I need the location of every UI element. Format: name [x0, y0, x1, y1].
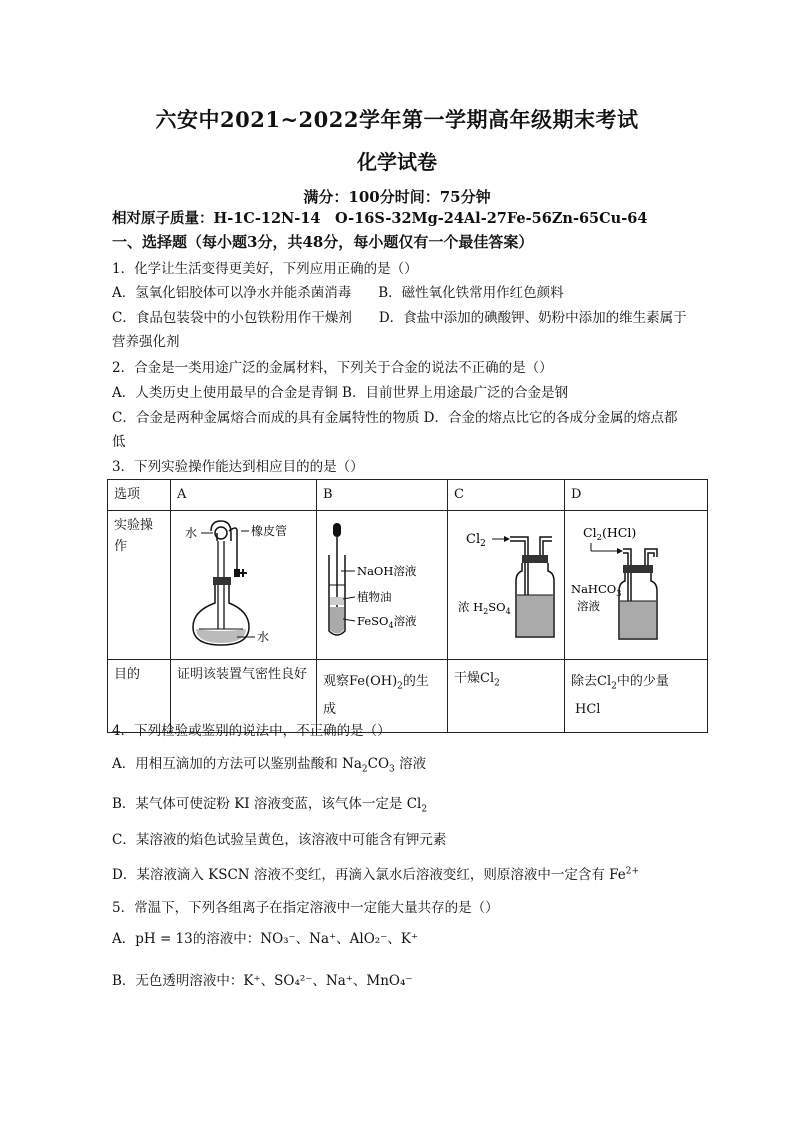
q2-options-ab: A．人类历史上使用最早的合金是青铜 B．目前世界上用途最广泛的合金是钢 — [112, 385, 568, 401]
q3-purpose-label: 目的 — [108, 660, 171, 733]
q3-purpose-a: 证明该装置气密性良好 — [171, 660, 317, 733]
q5-option-a: A．pH = 13的溶液中：NO₃⁻、Na⁺、AlO₂⁻、K⁺ — [112, 931, 419, 947]
label-feso4: FeSO$_4$溶液 — [357, 614, 417, 630]
figure-c-gas-bottle — [448, 511, 564, 651]
q4-option-a: A．用相互滴加的方法可以鉴别盐酸和 $Na_2CO_3$ 溶液 — [112, 756, 427, 775]
section-heading: 一、选择题（每小题3分，共48分，每小题仅有一个最佳答案） — [112, 233, 534, 251]
q5-option-b: B．无色透明溶液中：K⁺、SO₄²⁻、Na⁺、MnO₄⁻ — [112, 973, 413, 989]
q3-header-b: B — [317, 480, 448, 511]
label-water-top: 水 — [185, 526, 198, 540]
q4-option-b: B．某气体可使淀粉 KI 溶液变蓝，该气体一定是 $Cl_2$ — [112, 796, 428, 815]
atomic-masses: 相对原子质量：H-1C-12N-14 O-16S-32Mg-24Al-27Fe-56Zn-65Cu-64 — [112, 210, 648, 227]
q3-header-option: 选项 — [108, 480, 171, 511]
q1-options-ab: A．氢氧化铝胶体可以净水并能杀菌消毒 B．磁性氧化铁常用作红色颜料 — [112, 285, 564, 301]
q3-figure-a-cell — [171, 511, 317, 660]
q3-figure-c-cell — [448, 511, 565, 660]
figure-d-gas-bottle — [565, 511, 705, 651]
q1-stem: 1．化学让生活变得更美好，下列应用正确的是（） — [112, 261, 418, 277]
label-nahco3: NaHCO$_3$ — [571, 582, 622, 598]
label-h2so4: 浓 $H_2SO_4$ — [458, 600, 511, 616]
label-cl2-c: $Cl_2$ — [466, 532, 486, 549]
q3-header-row — [108, 480, 708, 511]
label-oil: 植物油 — [357, 590, 392, 604]
q4-option-c: C．某溶液的焰色试验呈黄色，该溶液中可能含有钾元素 — [112, 832, 447, 848]
q3-operation-label: 实验操作 — [108, 511, 171, 660]
q4-stem: 4．下列检验或鉴别的说法中，不正确的是（） — [112, 723, 391, 739]
q3-header-c: C — [448, 480, 565, 511]
q1-options-cd: C．食品包装袋中的小包铁粉用作干燥剂 D．食盐中添加的碘酸钾、奶粉中添加的维生素属于 — [112, 310, 687, 326]
q3-table — [107, 479, 708, 733]
score-time: 满分：100分时间：75分钟 — [303, 188, 491, 206]
q3-figure-d-cell — [565, 511, 708, 660]
q3-purpose-b: 观察$Fe(OH)_2$的生成 — [317, 660, 448, 733]
q2-stem: 2．合金是一类用途广泛的金属材料，下列关于合金的说法不正确的是（） — [112, 360, 553, 376]
q3-figure-b-cell — [317, 511, 448, 660]
figure-a-flask-apparatus — [171, 511, 309, 651]
q3-header-d: D — [565, 480, 708, 511]
q3-operation-row — [108, 511, 708, 660]
exam-title: 六安中2021~2022学年第一学期高年级期末考试 — [155, 107, 639, 132]
figure-b-test-tube — [317, 511, 447, 651]
q3-purpose-c: 干燥$Cl_2$ — [448, 660, 565, 733]
q3-stem: 3．下列实验操作能达到相应目的的是（） — [112, 459, 364, 475]
q2-options-cd-cont: 低 — [112, 434, 126, 450]
exam-subject: 化学试卷 — [357, 150, 437, 174]
q4-option-d: D．某溶液滴入 KSCN 溶液不变红，再滴入氯水后溶液变红，则原溶液中一定含有 $Fe^{2+}$ — [112, 866, 640, 883]
q1-options-cd-cont: 营养强化剂 — [112, 334, 180, 350]
label-rubber-tube: 橡皮管 — [251, 524, 288, 538]
label-naoh: NaOH溶液 — [357, 564, 417, 578]
q5-stem: 5．常温下，下列各组离子在指定溶液中一定能大量共存的是（） — [112, 900, 499, 916]
label-cl2-hcl: $Cl_2(HCl)$ — [583, 525, 637, 543]
q2-options-cd: C．合金是两种金属熔合而成的具有金属特性的物质 D．合金的熔点比它的各成分金属的熔点都 — [112, 410, 678, 426]
q3-header-a: A — [171, 480, 317, 511]
label-solution: 溶液 — [577, 599, 600, 613]
label-water-bottom: 水 — [257, 630, 270, 644]
q3-purpose-d: 除去$Cl_2$中的少量 HCl — [565, 660, 708, 733]
